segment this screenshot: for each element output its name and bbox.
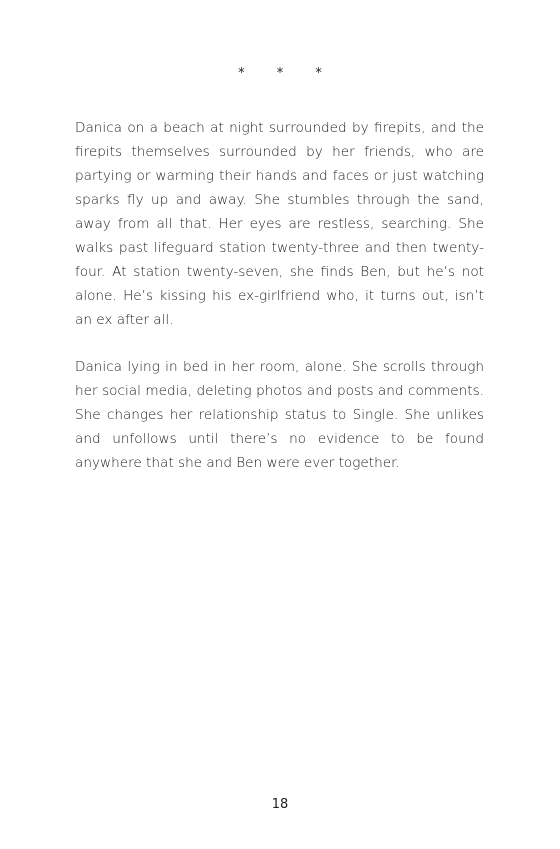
paragraph-beach: Danica on a beach at night surrounded by firepits, and the firepits themselves surrounded by her friends, who are partying or warming their hands and faces or just watching sparks fly up and away. She stumbles through the sand, away from all that. Her eyes are restless, searching. She walks past lifeguard station twenty-three and then twenty-four. At station twenty-seven, she finds Ben, but he’s not alone. He’s kissing his ex-girlfriend who, it turns out, isn’t an ex after all. xyxy=(75,120,484,328)
page-number: 18 xyxy=(271,797,289,812)
paragraph-bedroom: Danica lying in bed in her room, alone. She scrolls through her social media, deleting photos and posts and comments. She changes her relationship status to Single. She unlikes and unfollows until there’s no evidence to be found anywhere that she and Ben were ever together. xyxy=(75,359,484,471)
scene-break: * * * xyxy=(238,66,336,81)
